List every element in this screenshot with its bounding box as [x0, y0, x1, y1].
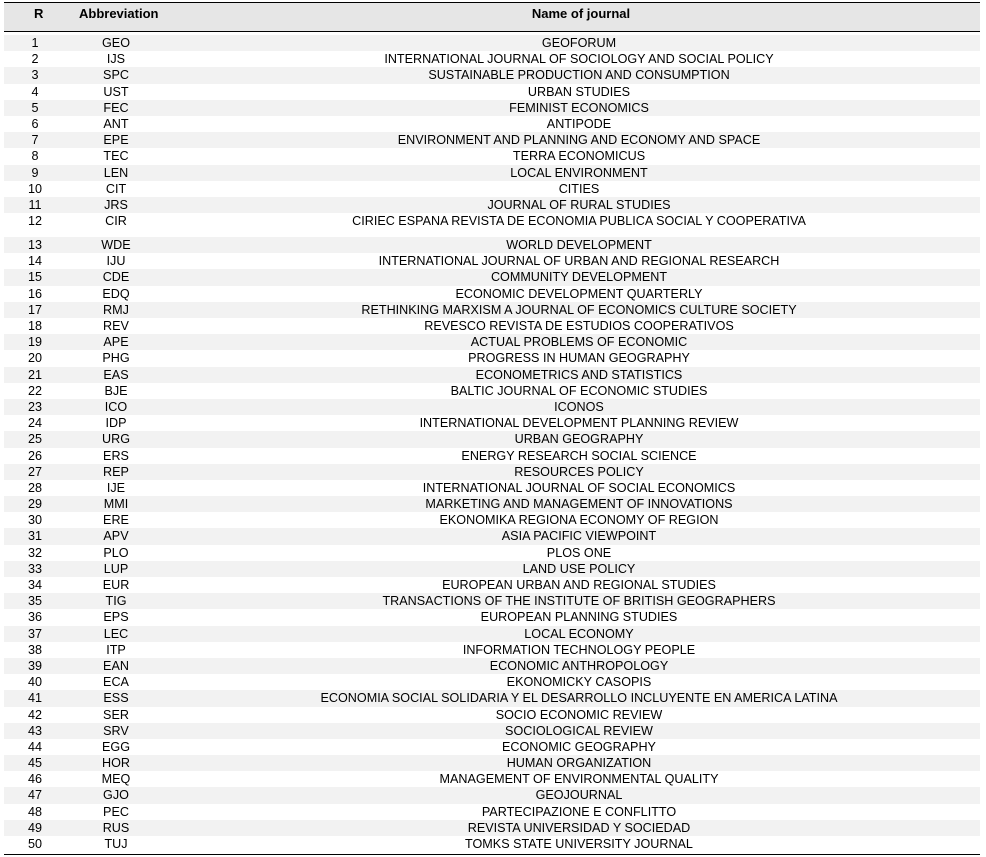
- cell-abbreviation: ESS: [103, 691, 129, 706]
- table-row: [4, 132, 980, 148]
- cell-journal-name: INTERNATIONAL JOURNAL OF SOCIOLOGY AND SOCIAL POLICY: [384, 52, 774, 67]
- cell-r: 4: [31, 84, 39, 99]
- cell-r: 9: [31, 165, 39, 180]
- cell-abbreviation: HOR: [102, 756, 130, 771]
- cell-r: 40: [27, 675, 42, 690]
- table-row: [4, 739, 980, 755]
- table-row: [4, 302, 980, 318]
- cell-abbreviation: MEQ: [101, 772, 131, 787]
- cell-r: 41: [27, 691, 42, 706]
- table-row: [4, 181, 980, 197]
- table-row: [4, 383, 980, 399]
- cell-abbreviation: IDP: [105, 416, 127, 431]
- cell-r: 43: [27, 723, 42, 738]
- table-row: [4, 350, 980, 366]
- cell-r: 30: [27, 513, 42, 528]
- cell-journal-name: SOCIOLOGICAL REVIEW: [505, 723, 653, 738]
- cell-abbreviation: TEC: [103, 149, 129, 164]
- table-row: [4, 286, 980, 302]
- cell-journal-name: PLOS ONE: [546, 545, 612, 560]
- cell-abbreviation: CIT: [105, 181, 127, 196]
- table-row: [4, 213, 980, 237]
- cell-journal-name: RETHINKING MARXISM A JOURNAL OF ECONOMICS CULTURE SOCIETY: [361, 302, 797, 317]
- cell-abbreviation: WDE: [101, 238, 131, 253]
- cell-r: 7: [31, 133, 39, 148]
- cell-abbreviation: EDQ: [102, 286, 130, 301]
- table-row: [4, 334, 980, 350]
- cell-abbreviation: UST: [103, 84, 129, 99]
- cell-journal-name: ECONOMIC ANTHROPOLOGY: [489, 658, 669, 673]
- cell-journal-name: EKONOMIKA REGIONA ECONOMY OF REGION: [439, 513, 719, 528]
- cell-journal-name: SUSTAINABLE PRODUCTION AND CONSUMPTION: [428, 68, 730, 83]
- cell-r: 25: [27, 432, 42, 447]
- cell-r: 26: [27, 448, 42, 463]
- cell-journal-name: ECONOMIC DEVELOPMENT QUARTERLY: [455, 286, 703, 301]
- cell-abbreviation: SRV: [103, 723, 129, 738]
- cell-abbreviation: IJS: [106, 52, 126, 67]
- cell-journal-name: TERRA ECONOMICUS: [512, 149, 646, 164]
- cell-r: 3: [31, 68, 39, 83]
- table-row: [4, 165, 980, 181]
- cell-abbreviation: TUJ: [104, 837, 128, 851]
- cell-journal-name: LOCAL ECONOMY: [524, 626, 634, 641]
- table-row: [4, 804, 980, 820]
- table-row: [4, 35, 980, 51]
- cell-journal-name: HUMAN ORGANIZATION: [506, 756, 652, 771]
- table-row: [4, 253, 980, 269]
- table-row: [4, 820, 980, 836]
- table-row: [4, 707, 980, 723]
- cell-journal-name: CITIES: [558, 181, 600, 196]
- cell-journal-name: JOURNAL OF RURAL STUDIES: [487, 197, 671, 212]
- cell-r: 37: [27, 626, 42, 641]
- cell-r: 12: [27, 214, 42, 229]
- cell-abbreviation: GEO: [102, 36, 130, 50]
- cell-journal-name: ECONOMIC GEOGRAPHY: [502, 739, 656, 754]
- cell-abbreviation: BJE: [104, 383, 128, 398]
- cell-journal-name: RESOURCES POLICY: [514, 464, 644, 479]
- cell-abbreviation: URG: [102, 432, 130, 447]
- table-row: [4, 626, 980, 642]
- cell-abbreviation: APE: [103, 335, 129, 350]
- table-row: [4, 415, 980, 431]
- cell-abbreviation: CDE: [102, 270, 130, 285]
- cell-r: 31: [27, 529, 42, 544]
- cell-r: 22: [27, 383, 42, 398]
- table-row: [4, 100, 980, 116]
- cell-journal-name: LAND USE POLICY: [522, 561, 636, 576]
- table-row: [4, 787, 980, 803]
- cell-abbreviation: CIR: [105, 214, 127, 229]
- cell-r: 46: [27, 772, 42, 787]
- cell-journal-name: TRANSACTIONS OF THE INSTITUTE OF BRITISH GEOGRAPHERS: [382, 594, 776, 609]
- cell-r: 19: [27, 335, 42, 350]
- cell-journal-name: INTERNATIONAL DEVELOPMENT PLANNING REVIEW: [419, 416, 739, 431]
- cell-journal-name: EKONOMICKY CASOPIS: [506, 675, 652, 690]
- cell-r: 28: [27, 480, 42, 495]
- header-name-of-journal: Name of journal: [531, 6, 631, 21]
- table-row: [4, 642, 980, 658]
- cell-r: 1: [31, 36, 39, 50]
- cell-abbreviation: REP: [103, 464, 129, 479]
- cell-abbreviation: JRS: [104, 197, 128, 212]
- cell-abbreviation: LEN: [103, 165, 129, 180]
- cell-abbreviation: FEC: [103, 100, 129, 115]
- cell-journal-name: SOCIO ECONOMIC REVIEW: [495, 707, 663, 722]
- cell-abbreviation: ICO: [104, 399, 128, 414]
- cell-r: 8: [31, 149, 39, 164]
- cell-abbreviation: PLO: [103, 545, 129, 560]
- table-row: [4, 674, 980, 690]
- table-row: [4, 528, 980, 544]
- table-row: [4, 431, 980, 447]
- table-row: [4, 658, 980, 674]
- table-row: [4, 480, 980, 496]
- table-row: [4, 399, 980, 415]
- table-row: [4, 771, 980, 787]
- header-abbreviation: Abbreviation: [79, 6, 159, 21]
- cell-abbreviation: EPE: [103, 133, 129, 148]
- cell-journal-name: ANTIPODE: [546, 116, 612, 131]
- table-row: [4, 116, 980, 132]
- cell-r: 16: [27, 286, 42, 301]
- table-body: [4, 35, 980, 852]
- cell-abbreviation: ITP: [106, 642, 126, 657]
- cell-r: 39: [27, 658, 42, 673]
- table-row: [4, 148, 980, 164]
- cell-journal-name: PARTECIPAZIONE E CONFLITTO: [481, 804, 677, 819]
- cell-r: 50: [27, 837, 42, 851]
- table-row: [4, 561, 980, 577]
- table-row: [4, 367, 980, 383]
- cell-journal-name: REVESCO REVISTA DE ESTUDIOS COOPERATIVOS: [424, 319, 734, 333]
- cell-journal-name: TOMKS STATE UNIVERSITY JOURNAL: [465, 837, 693, 851]
- table-row: [4, 836, 980, 852]
- table-row: [4, 512, 980, 528]
- table-row: [4, 51, 980, 67]
- cell-journal-name: INTERNATIONAL JOURNAL OF URBAN AND REGIONAL RESEARCH: [378, 254, 780, 269]
- cell-abbreviation: PEC: [103, 804, 129, 819]
- cell-abbreviation: EPS: [103, 610, 129, 625]
- cell-abbreviation: RMJ: [103, 302, 129, 317]
- bottom-rule: [4, 854, 980, 855]
- header-r: R: [34, 6, 44, 21]
- cell-abbreviation: ECA: [103, 675, 129, 690]
- cell-journal-name: MARKETING AND MANAGEMENT OF INNOVATIONS: [425, 497, 733, 512]
- cell-r: 24: [27, 416, 42, 431]
- cell-abbreviation: EGG: [102, 739, 130, 754]
- cell-journal-name: URBAN GEOGRAPHY: [514, 432, 644, 447]
- cell-r: 10: [27, 181, 42, 196]
- table-row: [4, 318, 980, 334]
- table-header: [4, 2, 980, 32]
- cell-abbreviation: IJU: [106, 254, 126, 269]
- cell-journal-name: ASIA PACIFIC VIEWPOINT: [501, 529, 657, 544]
- journal-table: [4, 2, 980, 855]
- table-row: [4, 593, 980, 609]
- cell-journal-name: ACTUAL PROBLEMS OF ECONOMIC: [470, 335, 688, 350]
- cell-r: 5: [31, 100, 39, 115]
- cell-journal-name: BALTIC JOURNAL OF ECONOMIC STUDIES: [450, 383, 708, 398]
- cell-abbreviation: APV: [103, 529, 129, 544]
- cell-abbreviation: SER: [103, 707, 129, 722]
- cell-r: 49: [27, 820, 42, 835]
- cell-r: 38: [27, 642, 42, 657]
- cell-r: 13: [27, 238, 42, 253]
- cell-journal-name: INTERNATIONAL JOURNAL OF SOCIAL ECONOMICS: [422, 480, 736, 495]
- cell-journal-name: ECONOMIA SOCIAL SOLIDARIA Y EL DESARROLLO INCLUYENTE EN AMERICA LATINA: [320, 691, 838, 706]
- cell-journal-name: LOCAL ENVIRONMENT: [510, 165, 648, 180]
- cell-r: 20: [27, 351, 42, 366]
- cell-journal-name: GEOFORUM: [541, 36, 617, 50]
- cell-journal-name: COMMUNITY DEVELOPMENT: [490, 270, 668, 285]
- cell-abbreviation: LEC: [103, 626, 129, 641]
- cell-journal-name: REVISTA UNIVERSIDAD Y SOCIEDAD: [467, 820, 691, 835]
- cell-journal-name: ICONOS: [554, 399, 604, 414]
- cell-abbreviation: ERE: [103, 513, 129, 528]
- table-row: [4, 67, 980, 83]
- cell-abbreviation: EUR: [102, 578, 130, 592]
- cell-abbreviation: SPC: [103, 68, 129, 83]
- cell-r: 15: [27, 270, 42, 285]
- cell-journal-name: ENVIRONMENT AND PLANNING AND ECONOMY AND SPACE: [397, 133, 761, 148]
- cell-journal-name: ECONOMETRICS AND STATISTICS: [475, 367, 683, 382]
- cell-r: 34: [27, 578, 42, 592]
- cell-journal-name: EUROPEAN PLANNING STUDIES: [480, 610, 678, 625]
- table-row: [4, 84, 980, 100]
- cell-r: 33: [27, 561, 42, 576]
- cell-abbreviation: EAS: [103, 367, 129, 382]
- cell-journal-name: URBAN STUDIES: [527, 84, 631, 99]
- cell-r: 11: [28, 197, 42, 212]
- cell-abbreviation: ANT: [103, 116, 129, 131]
- table-row: [4, 755, 980, 771]
- cell-r: 6: [31, 116, 39, 131]
- cell-r: 27: [27, 464, 42, 479]
- cell-journal-name: FEMINIST ECONOMICS: [509, 100, 649, 115]
- cell-r: 36: [27, 610, 42, 625]
- table-row: [4, 197, 980, 213]
- cell-r: 29: [27, 497, 42, 512]
- table-row: [4, 448, 980, 464]
- cell-r: 44: [27, 739, 42, 754]
- cell-r: 48: [27, 804, 42, 819]
- cell-abbreviation: PHG: [102, 351, 130, 366]
- table-row: [4, 609, 980, 625]
- cell-journal-name: EUROPEAN URBAN AND REGIONAL STUDIES: [442, 578, 716, 592]
- cell-abbreviation: REV: [103, 319, 129, 333]
- cell-abbreviation: IJE: [106, 480, 126, 495]
- cell-r: 35: [27, 594, 42, 609]
- table-row: [4, 269, 980, 285]
- cell-abbreviation: LUP: [103, 561, 129, 576]
- cell-journal-name: CIRIEC ESPANA REVISTA DE ECONOMIA PUBLICA SOCIAL Y COOPERATIVA: [352, 214, 806, 229]
- cell-r: 18: [27, 319, 42, 333]
- cell-r: 14: [27, 254, 42, 269]
- cell-abbreviation: ERS: [103, 448, 129, 463]
- table-row: [4, 237, 980, 253]
- cell-journal-name: WORLD DEVELOPMENT: [506, 238, 652, 253]
- cell-journal-name: MANAGEMENT OF ENVIRONMENTAL QUALITY: [439, 772, 719, 787]
- cell-journal-name: GEOJOURNAL: [535, 788, 623, 803]
- cell-r: 2: [31, 52, 39, 67]
- cell-journal-name: ENERGY RESEARCH SOCIAL SCIENCE: [461, 448, 697, 463]
- cell-r: 42: [27, 707, 42, 722]
- cell-abbreviation: TIG: [105, 594, 127, 609]
- table-row: [4, 545, 980, 561]
- cell-abbreviation: EAN: [103, 658, 129, 673]
- cell-journal-name: INFORMATION TECHNOLOGY PEOPLE: [462, 642, 696, 657]
- cell-abbreviation: GJO: [103, 788, 129, 803]
- cell-r: 32: [27, 545, 42, 560]
- cell-r: 21: [27, 367, 42, 382]
- cell-r: 47: [27, 788, 42, 803]
- table-row: [4, 723, 980, 739]
- table-row: [4, 577, 980, 593]
- cell-r: 23: [27, 399, 42, 414]
- cell-journal-name: PROGRESS IN HUMAN GEOGRAPHY: [468, 351, 690, 366]
- table-row: [4, 496, 980, 512]
- table-row: [4, 464, 980, 480]
- cell-abbreviation: MMI: [103, 497, 129, 512]
- table-row: [4, 690, 980, 706]
- cell-r: 17: [27, 302, 42, 317]
- cell-r: 45: [27, 756, 42, 771]
- cell-abbreviation: RUS: [102, 820, 130, 835]
